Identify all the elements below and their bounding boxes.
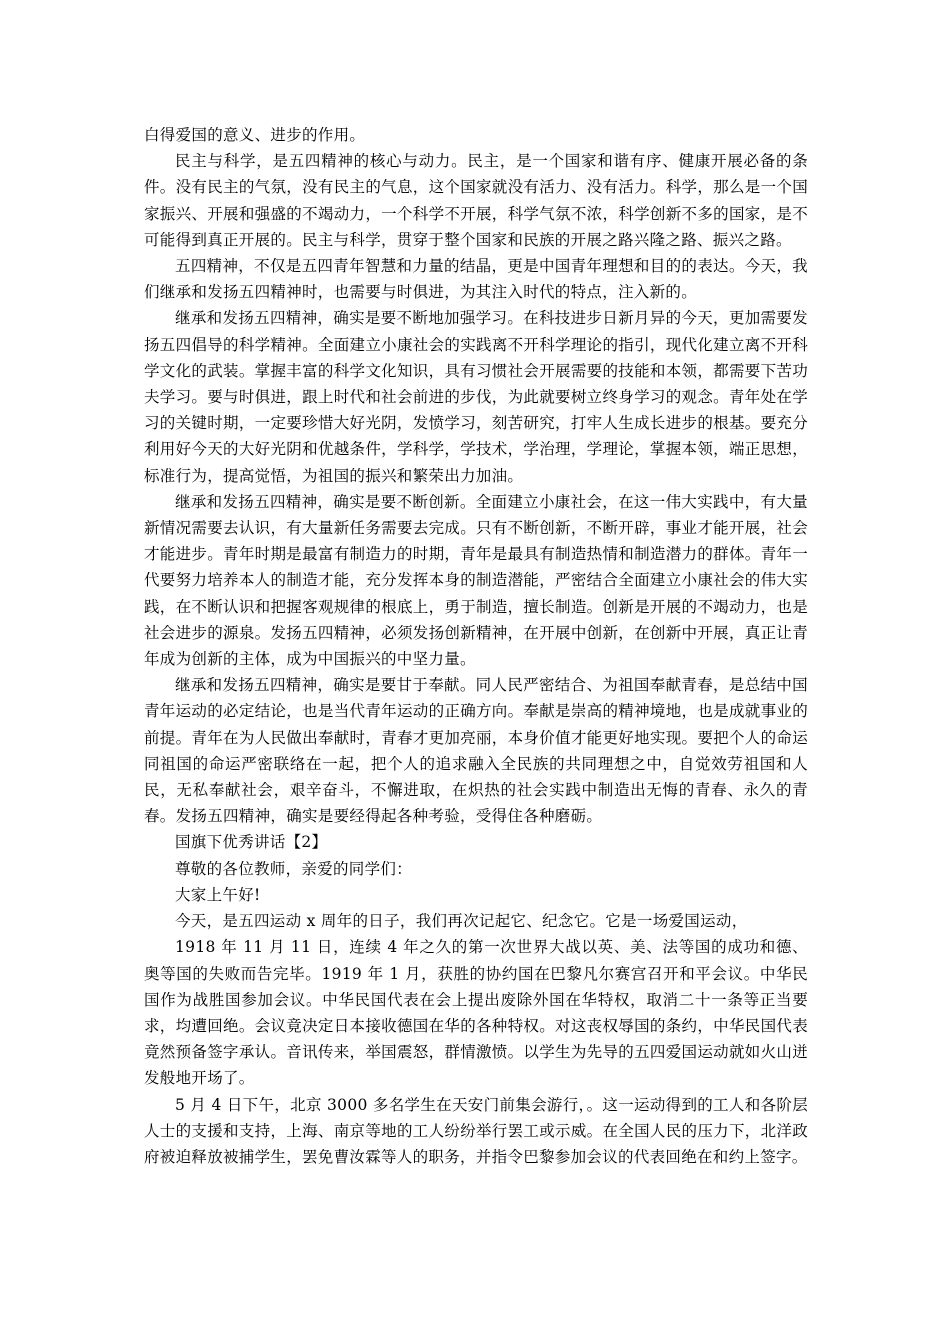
paragraph-11: 1918 年 11 月 11 日，连续 4 年之久的第一次世界大战以英、美、法等国的成功和德、奥等国的失败而告完毕。1919 年 1 月，获胜的协约国在巴黎凡尔赛宫召开和平会议。中华民国作为战胜国参加会议。中华民国代表在会上提出废除外国在华特权，取消二十一条等正当要求，均遭回绝。会议竟决定日本接收德国在华的各种特权。对这丧权辱国的条约，中华民国代表竟然预备签字承认。音讯传来，举国震怒，群情激愤。以学生为先导的五四爱国运动就如火山迸发般地开场了。 [144, 938, 808, 1088]
paragraph-12: 5 月 4 日下午，北京 3000 多名学生在天安门前集会游行，。这一运动得到的工人和各阶层人士的支援和支持，上海、南京等地的工人纷纷举行罢工或示威。在全国人民的压力下，北洋政府被迫释放被捕学生，罢免曹汝霖等人的职务，并指令巴黎参加会议的代表回绝在和约上签字。 [144, 1095, 808, 1166]
document-page [144, 122, 808, 1170]
paragraph-4: 继承和发扬五四精神，确实是要不断地加强学习。在科技进步日新月异的今天，更加需要发扬五四倡导的科学精神。全面建立小康社会的实践离不开科学理论的指引，现代化建立离不开科学文化的武装。掌握丰富的科学文化知识，具有习惯社会开展需要的技能和本领，都需要下苦功夫学习。要与时俱进，跟上时代和社会前进的步伐，为此就要树立终身学习的观念。青年处在学习的关键时期，一定要珍惜大好光阴，发愤学习，刻苦研究，打牢人生成长进步的根基。要充分利用好今天的大好光阴和优越条件，学科学，学技术，学治理，学理论，掌握本领，端正思想，标准行为，提高觉悟，为祖国的振兴和繁荣出力加油。 [144, 309, 808, 485]
paragraph-5: 继承和发扬五四精神，确实是要不断创新。全面建立小康社会，在这一伟大实践中，有大量新情况需要去认识，有大量新任务需要去完成。只有不断创新，不断开辟，事业才能开展，社会才能进步。青年时期是最富有制造力的时期，青年是最具有制造热情和制造潜力的群体。青年一代要努力培养本人的制造才能，充分发挥本身的制造潜能，严密结合全面建立小康社会的伟大实践，在不断认识和把握客观规律的根底上，勇于制造，擅长制造。创新是开展的不竭动力，也是社会进步的源泉。发扬五四精神，必须发扬创新精神，在开展中创新，在创新中开展，真正让青年成为创新的主体，成为中国振兴的中坚力量。 [144, 492, 808, 669]
greeting-line: 尊敬的各位教师，亲爱的同学们： [175, 859, 413, 878]
paragraph-1: 白得爱国的意义、进步的作用。 [144, 126, 366, 144]
paragraph-10: 今天，是五四运动 x 周年的日子，我们再次记起它、纪念它。它是一场爱国运动， [175, 912, 748, 931]
paragraph-3: 五四精神，不仅是五四青年智慧和力量的结晶，更是中国青年理想和目的的表达。今天，我们继承和发扬五四精神时，也需要与时俱进，为其注入时代的特点，注入新的。 [144, 257, 808, 302]
salutation-line: 大家上午好! [175, 885, 261, 904]
paragraph-2: 民主与科学，是五四精神的核心与动力。民主，是一个国家和谐有序、健康开展必备的条件。没有民主的气氛，没有民主的气息，这个国家就没有活力、没有活力。科学，那么是一个国家振兴、开展和强盛的不竭动力，一个科学不开展，科学气氛不浓，科学创新不多的国家，是不可能得到真正开展的。民主与科学，贯穿于整个国家和民族的开展之路兴隆之路、振兴之路。 [144, 152, 808, 249]
section-heading: 国旗下优秀讲话【2】 [175, 833, 328, 852]
paragraph-6: 继承和发扬五四精神，确实是要甘于奉献。同人民严密结合、为祖国奉献青春，是总结中国青年运动的必定结论，也是当代青年运动的正确方向。奉献是崇高的精神境地，也是成就事业的前提。青年在为人民做出奉献时，青春才更加亮丽，本身价值才能更好地实现。要把个人的命运同祖国的命运严密联络在一起，把个人的追求融入全民族的共同理想之中，自觉效劳祖国和人民，无私奉献社会，艰辛奋斗，不懈进取，在炽热的社会实践中制造出无悔的青春、永久的青春。发扬五四精神，确实是要经得起各种考验，受得住各种磨砺。 [144, 676, 808, 826]
